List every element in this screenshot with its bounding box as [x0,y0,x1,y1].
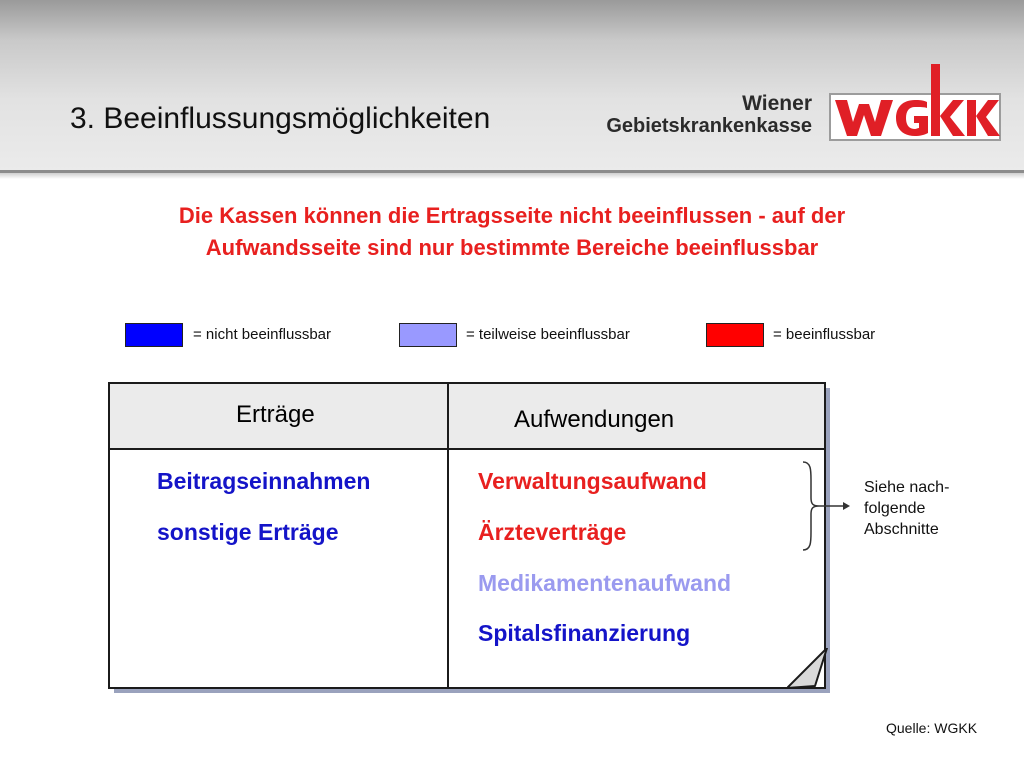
legend-swatch-lightblue [399,323,457,347]
ertraege-item: Beitragseinnahmen [157,468,371,494]
curly-brace-icon [797,460,852,552]
aufwendungen-item: Ärzteverträge [478,519,627,545]
side-note-line-2: folgende [864,500,926,517]
page-curl-icon [787,648,835,696]
slide-title: 3. Beeinflussungsmöglichkeiten [70,102,491,135]
logo-wordmark [606,93,812,137]
legend-label-beeinflussbar: = beeinflussbar [773,326,876,343]
wgkk-logo-icon [829,60,1001,142]
side-note-line-3: Abschnitte [864,521,939,538]
column-divider [447,384,449,687]
side-note [864,477,949,540]
legend-swatch-blue [125,323,183,347]
source-note: Quelle: WGKK [886,720,978,736]
aufwendungen-item: Spitalsfinanzierung [478,620,691,646]
logo-line-wiener: Wiener [742,92,812,115]
aufwendungen-item: Verwaltungsaufwand [478,468,707,494]
headline [40,200,984,264]
ertraege-item: sonstige Erträge [157,519,339,545]
headline-line-1: Die Kassen können die Ertragsseite nicht beeinflussen - auf der [178,203,846,228]
table-header-row [110,384,824,450]
headline-line-2: Aufwandsseite sind nur bestimmte Bereiche beeinflussbar [205,235,819,260]
legend-swatch-red [706,323,764,347]
side-note-line-1: Siehe nach- [864,479,950,496]
comparison-table [108,382,826,689]
header-shadow [0,173,1024,179]
logo-line-gebietskrankenkasse: Gebietskrankenkasse [606,115,812,137]
legend-label-nicht: = nicht beeinflussbar [193,326,332,343]
column-title-ertraege: Erträge [236,401,315,428]
aufwendungen-item: Medikamentenaufwand [478,570,732,596]
legend-label-teilweise: = teilweise beeinflussbar [466,326,630,343]
column-title-aufwendungen: Aufwendungen [514,406,675,433]
